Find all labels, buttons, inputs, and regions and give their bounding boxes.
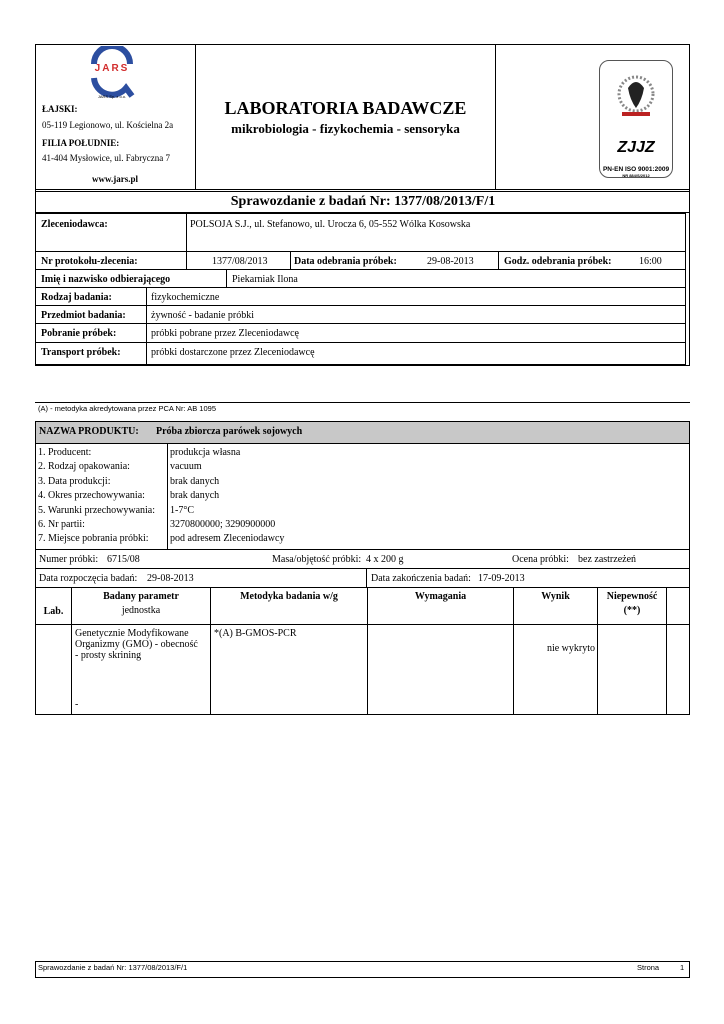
product-field-label: 5. Warunki przechowywania: <box>38 504 156 516</box>
product-field-value: vacuum <box>170 461 202 473</box>
product-field-value: 3270800000; 3290900000 <box>170 519 276 530</box>
branch1-address: 05-119 Legionowo, ul. Kościelna 2a <box>42 120 174 130</box>
receipt-date-value: 29-08-2013 <box>427 256 474 267</box>
sample-number-label: Numer próbki: <box>39 554 99 565</box>
product-field-label: 4. Okres przechowywania: <box>38 490 145 502</box>
sample-mass-value: 4 x 200 g <box>366 554 404 565</box>
start-date-label: Data rozpoczęcia badań: <box>39 573 138 584</box>
product-header-label: NAZWA PRODUKTU: <box>39 426 139 437</box>
subject-label: Przedmiot badania: <box>41 310 126 321</box>
report-title: Sprawozdanie z badań Nr: 1377/08/2013/F/1 <box>230 194 496 209</box>
client-label: Zleceniodawca: <box>41 219 108 230</box>
eagle-emblem-icon <box>612 68 660 124</box>
protocol-value: 1377/08/2013 <box>212 256 268 267</box>
footer-report-ref: Sprawozdanie z badań Nr: 1377/08/2013/F/1 <box>38 963 188 972</box>
client-value: POLSOJA S.J., ul. Stefanowo, ul. Urocza 6, 05-552 Wólka Kosowska <box>190 219 471 230</box>
col-uncertainty-note: (**) <box>623 605 641 616</box>
end-date-label: Data zakończenia badań: <box>371 573 471 584</box>
product-field-label: 3. Data produkcji: <box>38 475 111 487</box>
footer-page-label: Strona <box>637 963 660 972</box>
result-param-line3: - prosty skrining <box>75 650 142 661</box>
sampling-value: próbki pobrane przez Zleceniodawcę <box>151 328 299 339</box>
product-field-value: brak danych <box>170 490 220 502</box>
lab-title: LABORATORIA BADAWCZE <box>224 98 467 118</box>
subject-value: żywność - badanie próbki <box>151 310 255 321</box>
cert-text: PN-EN ISO 9001:2009 <box>602 166 670 173</box>
col-unit: jednostka <box>121 605 161 616</box>
branch1-title: ŁAJSKI: <box>42 104 78 114</box>
product-name: Próba zbiorcza parówek sojowych <box>156 426 303 437</box>
product-field-value: brak danych <box>170 475 220 487</box>
col-requirements: Wymagania <box>414 591 467 602</box>
receiver-value: Piekarniak Ilona <box>232 274 298 285</box>
product-field-value: 1-7°C <box>170 504 194 516</box>
result-param-line1: Genetycznie Modyfikowane <box>75 628 189 639</box>
branch2-title: FILIA POŁUDNIE: <box>42 138 120 148</box>
product-field-label: 7. Miejsce pobrania próbki: <box>38 533 149 545</box>
transport-label: Transport próbek: <box>41 347 121 358</box>
col-method: Metodyka badania w/g <box>240 591 338 602</box>
result-param-line2: Organizmy (GMO) - obecność <box>75 639 198 650</box>
protocol-label: Nr protokołu-zlecenia: <box>41 256 138 267</box>
logo-subtext: JARS Sp. z o.o. <box>97 94 127 99</box>
logo-text: JARS <box>94 63 130 74</box>
product-field-value: produkcja własna <box>170 447 241 458</box>
result-value: nie wykryto <box>546 643 595 654</box>
test-type-value: fizykochemiczne <box>151 292 220 303</box>
website-link[interactable]: www.jars.pl <box>92 174 139 184</box>
result-unit: - <box>75 699 79 710</box>
cert-number: NR 884/S/2012 <box>622 173 650 178</box>
sample-rating-value: bez zastrzeżeń <box>578 554 637 565</box>
test-type-label: Rodzaj badania: <box>41 292 112 303</box>
note-separator <box>35 402 690 403</box>
product-field-value: pod adresem Zleceniodawcy <box>170 533 285 545</box>
product-field-label: 6. Nr partii: <box>38 519 85 530</box>
transport-value: próbki dostarczone przez Zleceniodawcę <box>151 347 315 358</box>
sample-number-value: 6715/08 <box>107 554 140 565</box>
jars-logo <box>86 46 138 102</box>
start-date-value: 29-08-2013 <box>147 573 194 584</box>
sampling-label: Pobranie próbek: <box>41 328 117 339</box>
receipt-date-label: Data odebrania próbek: <box>294 256 397 267</box>
sample-mass-label: Masa/objętość próbki: <box>272 554 362 565</box>
header-divider-right <box>495 44 496 189</box>
product-field-label: 1. Producent: <box>38 447 92 458</box>
footer-page-number: 1 <box>680 963 685 972</box>
accreditation-note: (A) - metodyka akredytowana przez PCA Nr: AB 1095 <box>38 404 216 413</box>
col-param: Badany parametr <box>103 591 179 602</box>
col-lab: Lab. <box>43 606 64 617</box>
result-method: *(A) B-GMOS-PCR <box>214 628 297 639</box>
product-field-label: 2. Rodzaj opakowania: <box>38 461 130 473</box>
col-uncertainty: Niepewność <box>606 591 658 602</box>
receipt-time-value: 16:00 <box>639 256 662 267</box>
receiver-label: Imię i nazwisko odbierającego <box>41 274 171 285</box>
end-date-value: 17-09-2013 <box>478 573 525 584</box>
branch2-address: 41-404 Mysłowice, ul. Fabryczna 7 <box>42 153 170 163</box>
receipt-time-label: Godz. odebrania próbek: <box>504 256 612 267</box>
lab-subtitle: mikrobiologia - fizykochemia - sensoryka <box>231 121 460 136</box>
col-result: Wynik <box>541 591 570 602</box>
cert-mark: ZJJZ <box>617 139 655 156</box>
sample-rating-label: Ocena próbki: <box>512 554 569 565</box>
